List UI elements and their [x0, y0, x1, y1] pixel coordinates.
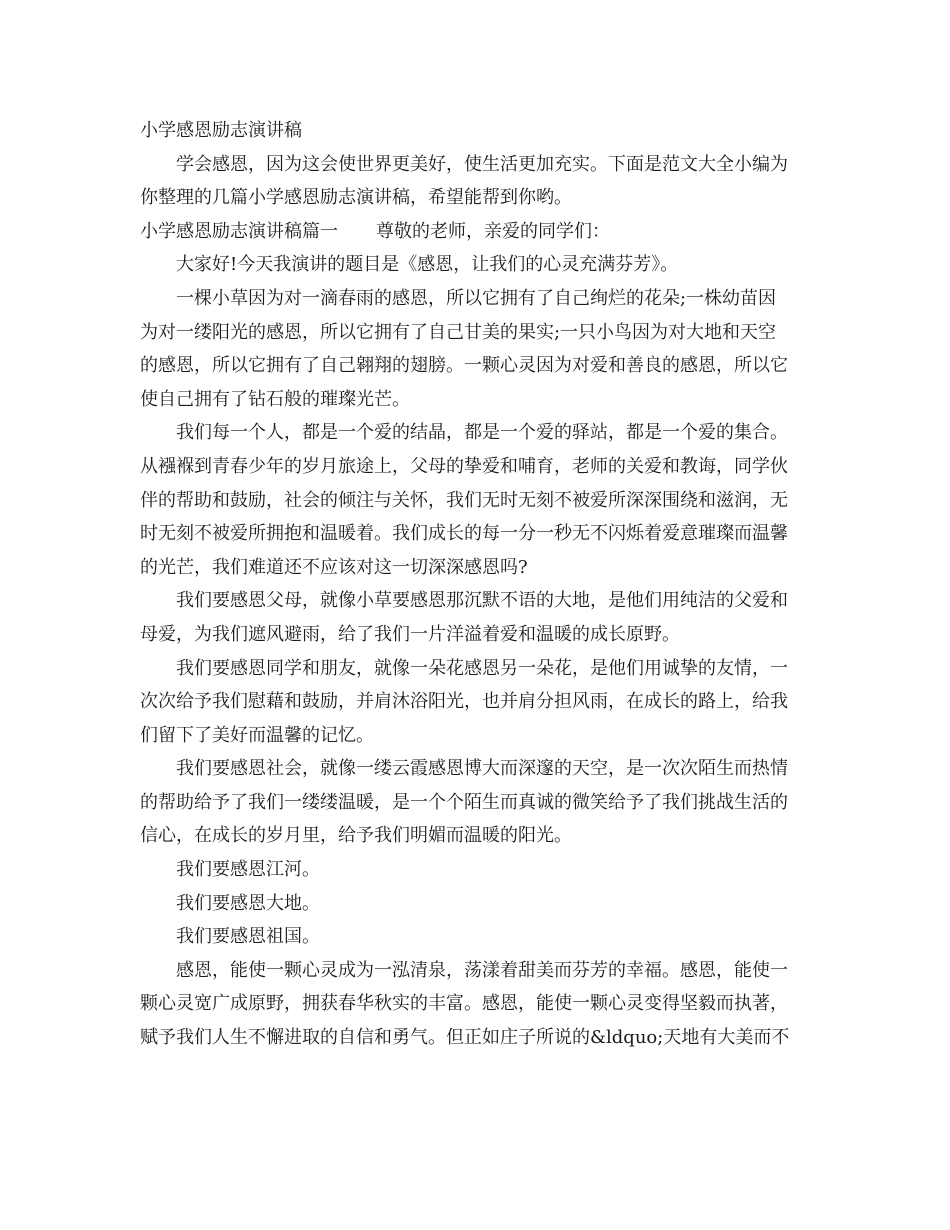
intro-paragraph: [140, 148, 812, 215]
paragraph: [140, 853, 812, 887]
section-heading-row: [140, 215, 812, 249]
text-line: 你整理的几篇小学感恩励志演讲稿，希望能帮到你哟。: [140, 187, 572, 209]
text-line: 一棵小草因为对一滴春雨的感恩，所以它拥有了自己绚烂的花朵;一株幼苗因: [176, 287, 777, 309]
text-line: 我们要感恩江河。: [176, 859, 320, 881]
paragraph: [140, 282, 812, 416]
paragraph: [140, 248, 812, 282]
text-line: 我们要感恩祖国。: [176, 926, 320, 948]
text-line: 信心，在成长的岁月里，给予我们明媚而温暖的阳光。: [140, 825, 572, 847]
section-heading: 小学感恩励志演讲稿篇一: [140, 220, 338, 242]
text-line: 颗心灵宽广成原野，拥获春华秋实的丰富。感恩，能使一颗心灵变得坚毅而执著，: [140, 993, 788, 1015]
document-page: [140, 114, 812, 1055]
text-line: 我们要感恩大地。: [176, 892, 320, 914]
paragraph: [140, 752, 812, 853]
text-line: 赋予我们人生不懈进取的自信和勇气。但正如庄子所说的&ldquo;天地有大美而不: [140, 1027, 790, 1049]
paragraph: [140, 954, 812, 1055]
greeting: 尊敬的老师，亲爱的同学们：: [376, 220, 610, 242]
text-line: 我们每一个人，都是一个爱的结晶，都是一个爱的驿站，都是一个爱的集合。: [176, 422, 788, 444]
text-line: 的光芒，我们难道还不应该对这一切深深感恩吗?: [140, 556, 528, 578]
text-line: 我们要感恩同学和朋友，就像一朵花感恩另一朵花，是他们用诚挚的友情，一: [176, 657, 788, 679]
text-line: 我们要感恩社会，就像一缕云霞感恩博大而深邃的天空，是一次次陌生而热情: [176, 758, 788, 780]
text-line: 我们要感恩父母，就像小草要感恩那沉默不语的大地，是他们用纯洁的父爱和: [176, 590, 788, 612]
text-line: 的感恩，所以它拥有了自己翱翔的翅膀。一颗心灵因为对爱和善良的感恩，所以它: [140, 355, 788, 377]
paragraph: [140, 920, 812, 954]
text-line: 时无刻不被爱所拥抱和温暖着。我们成长的每一分一秒无不闪烁着爱意璀璨而温馨: [140, 523, 788, 545]
text-line: 大家好!今天我演讲的题目是《感恩，让我们的心灵充满芬芳》。: [176, 254, 679, 276]
text-line: 们留下了美好而温馨的记忆。: [140, 724, 374, 746]
body-paragraphs: [140, 248, 812, 1054]
text-line: 次次给予我们慰藉和鼓励，并肩沐浴阳光，也并肩分担风雨，在成长的路上，给我: [140, 691, 788, 713]
text-line: 学会感恩，因为这会使世界更美好，使生活更加充实。下面是范文大全小编为: [176, 153, 788, 175]
paragraph: [140, 887, 812, 921]
text-line: 伴的帮助和鼓励，社会的倾注与关怀，我们无时无刻不被爱所深深围绕和滋润，无: [140, 489, 788, 511]
paragraph: [140, 652, 812, 753]
paragraph: [140, 416, 812, 584]
text-line: 的帮助给予了我们一缕缕温暖，是一个个陌生而真诚的微笑给予了我们挑战生活的: [140, 791, 788, 813]
text-line: 感恩，能使一颗心灵成为一泓清泉，荡漾着甜美而芬芳的幸福。感恩，能使一: [176, 959, 788, 981]
text-line: 从襁褓到青春少年的岁月旅途上，父母的挚爱和哺育，老师的关爱和教诲，同学伙: [140, 455, 788, 477]
text-line: 母爱，为我们遮风避雨，给了我们一片洋溢着爱和温暖的成长原野。: [140, 623, 680, 645]
text-line: 为对一缕阳光的感恩，所以它拥有了自己甘美的果实;一只小鸟因为对大地和天空: [140, 321, 777, 343]
document-title: 小学感恩励志演讲稿: [140, 120, 302, 141]
text-line: 使自己拥有了钻石般的璀璨光芒。: [140, 388, 410, 410]
paragraph: [140, 584, 812, 651]
